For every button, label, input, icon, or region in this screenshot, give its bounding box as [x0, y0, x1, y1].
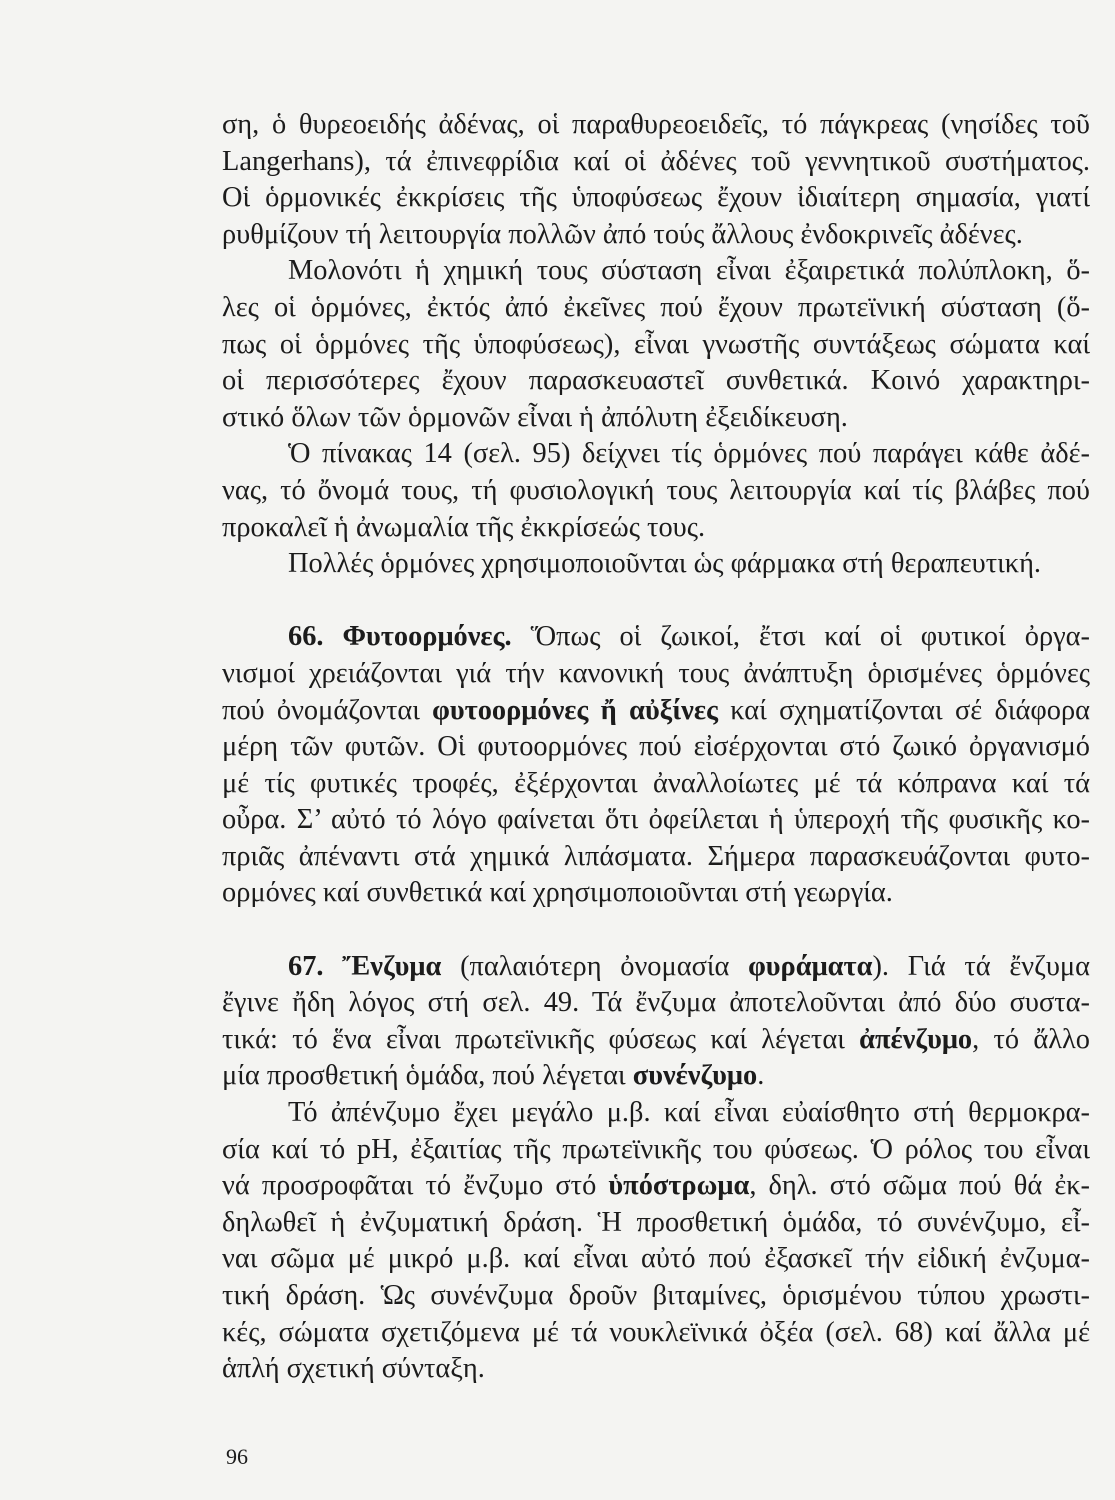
text-run: πριᾶς ἀπέναντι στά χημικά λιπάσματα. Σήμερα παρασκευάζονται φυτο-	[222, 840, 1090, 872]
text-line	[222, 1351, 1090, 1388]
text-run: στικό ὅλων τῶν ὁρμονῶν εἶναι ἡ ἀπόλυτη ἐξειδίκευση.	[222, 401, 848, 433]
text-run: (παλαιότερη ὀνομασία	[441, 950, 749, 982]
text-run: νας, τό ὄνομά τους, τή φυσιολογική τους λειτουργία καί τίς βλάβες πού	[222, 474, 1090, 506]
bold-term: φυτοορμόνες ἤ αὐξίνες	[432, 694, 718, 726]
text-run: σία καί τό pH, ἐξαιτίας τῆς πρωτεϊνικῆς του φύσεως. Ὁ ρόλος του εἶναι	[222, 1133, 1090, 1165]
text-run: δηλωθεῖ ἡ ἐνζυματική δράση. Ἡ προσθετική ὁμάδα, τό συνένζυμο, εἶ-	[222, 1206, 1090, 1238]
text-line	[222, 400, 1090, 437]
bold-term: ἀπένζυμο	[859, 1023, 973, 1055]
paragraph	[222, 1095, 1090, 1388]
text-line	[222, 1132, 1090, 1169]
text-line	[222, 144, 1090, 181]
text-run: Ὅπως οἱ ζωικοί, ἔτσι καί οἱ φυτικοί ὀργα-	[511, 621, 1090, 653]
text-run: νισμοί χρειάζονται γιά τήν κανονική τους ἀνάπτυξη ὁρισμένες ὁρμόνες	[222, 657, 1090, 689]
text-run: προκαλεῖ ἡ ἀνωμαλία τῆς ἐκκρίσεώς τους.	[222, 511, 706, 543]
text-line	[222, 107, 1090, 144]
text-run: ). Γιά τά ἔνζυμα	[872, 950, 1090, 982]
text-line	[222, 180, 1090, 217]
text-line	[222, 1058, 1090, 1095]
section-gap	[222, 583, 1090, 620]
text-run: ἁπλή σχετική σύνταξη.	[222, 1353, 485, 1385]
text-run: οὖρα. Σ’ αὐτό τό λόγο φαίνεται ὅτι ὀφείλεται ἡ ὑπεροχή τῆς φυσικῆς κο-	[222, 804, 1090, 836]
bold-term: φυράματα	[748, 950, 873, 982]
bold-term: ὑπόστρωμα	[608, 1170, 750, 1202]
text-line	[222, 1022, 1090, 1059]
text-run: λες οἱ ὁρμόνες, ἐκτός ἀπό ἐκεῖνες πού ἔχουν πρωτεϊνική σύσταση (ὅ-	[222, 291, 1090, 323]
text-line	[222, 839, 1090, 876]
text-run: Μολονότι ἡ χημική τους σύσταση εἶναι ἐξαιρετικά πολύπλοκη, ὅ-	[288, 255, 1090, 287]
text-line	[222, 290, 1090, 327]
text-run: μέρη τῶν φυτῶν. Οἱ φυτοορμόνες πού εἰσέρχονται στό ζωικό ὀργανισμό	[222, 731, 1090, 763]
text-run: , τό ἄλλο	[972, 1023, 1090, 1055]
text-run: Πολλές ὁρμόνες χρησιμοποιοῦνται ὡς φάρμακα στή θεραπευτική.	[288, 548, 1042, 580]
paragraph	[222, 619, 1090, 912]
text-run: οἱ περισσότερες ἔχουν παρασκευαστεῖ συνθετικά. Κοινό χαρακτηρι-	[222, 365, 1090, 397]
text-line	[222, 1095, 1090, 1132]
page-number: 96	[226, 1444, 248, 1469]
paragraph	[222, 107, 1090, 253]
text-run: ἔγινε ἤδη λόγος στή σελ. 49. Τά ἔνζυμα ἀποτελοῦνται ἀπό δύο συστα-	[222, 987, 1090, 1019]
bold-term: 66. Φυτοορμόνες.	[288, 621, 512, 653]
text-run: Langerhans), τά ἐπινεφρίδια καί οἱ ἀδένες τοῦ γεννητικοῦ συστήματος.	[222, 145, 1090, 177]
text-line	[222, 656, 1090, 693]
text-run: , δηλ. στό σῶμα πού θά ἐκ-	[749, 1170, 1091, 1202]
text-line	[222, 949, 1090, 986]
text-run: Οἱ ὁρμονικές ἐκκρίσεις τῆς ὑποφύσεως ἔχουν ἰδιαίτερη σημασία, γιατί	[222, 182, 1090, 214]
text-line	[222, 253, 1090, 290]
text-line	[222, 436, 1090, 473]
paragraph	[222, 436, 1090, 546]
text-line	[222, 875, 1090, 912]
text-line	[222, 766, 1090, 803]
text-line	[222, 1278, 1090, 1315]
text-line	[222, 1205, 1090, 1242]
text-run: μέ τίς φυτικές τροφές, ἐξέρχονται ἀναλλοίωτες μέ τά κόπρανα καί τά	[222, 767, 1090, 799]
text-line	[222, 802, 1090, 839]
paragraph	[222, 546, 1090, 583]
text-run: Τό ἀπένζυμο ἔχει μεγάλο μ.β. καί εἶναι εὐαίσθητο στή θερμοκρα-	[288, 1097, 1090, 1129]
text-line	[222, 363, 1090, 400]
text-run: κές, σώματα σχετιζόμενα μέ τά νουκλεϊνικά ὀξέα (σελ. 68) καί ἄλλα μέ	[222, 1316, 1090, 1348]
text-line	[222, 1168, 1090, 1205]
text-run: μία προσθετική ὁμάδα, πού λέγεται	[222, 1060, 633, 1092]
paragraph	[222, 253, 1090, 436]
text-line	[222, 217, 1090, 254]
text-run: ρυθμίζουν τή λειτουργία πολλῶν ἀπό τούς ἄλλους ἐνδοκρινεῖς ἀδένες.	[222, 218, 1023, 250]
text-line	[222, 546, 1090, 583]
text-line	[222, 473, 1090, 510]
text-line	[222, 693, 1090, 730]
text-line	[222, 985, 1090, 1022]
text-line	[222, 729, 1090, 766]
text-run: ορμόνες καί συνθετικά καί χρησιμοποιοῦνται στή γεωργία.	[222, 877, 893, 909]
text-line	[222, 619, 1090, 656]
text-run: τική δράση. Ὡς συνένζυμα δροῦν βιταμίνες, ὁρισμένου τύπου χρωστι-	[222, 1280, 1090, 1311]
paragraph	[222, 949, 1090, 1095]
page-body-text	[222, 107, 1090, 1388]
text-run: νά προσροφᾶται τό ἔνζυμο στό	[222, 1170, 609, 1202]
text-line	[222, 327, 1090, 364]
text-line	[222, 1315, 1090, 1352]
bold-term: 67. Ἔνζυμα	[288, 950, 442, 982]
text-run: .	[757, 1060, 765, 1092]
text-run: τικά: τό ἕνα εἶναι πρωτεϊνικῆς φύσεως καί λέγεται	[222, 1023, 860, 1055]
text-line	[222, 510, 1090, 547]
section-gap	[222, 912, 1090, 949]
text-run: Ὁ πίνακας 14 (σελ. 95) δείχνει τίς ὁρμόνες πού παράγει κάθε ἀδέ-	[288, 438, 1090, 470]
text-line	[222, 1241, 1090, 1278]
text-run: πως οἱ ὁρμόνες τῆς ὑποφύσεως), εἶναι γνωστῆς συντάξεως σώματα καί	[222, 328, 1090, 360]
bold-term: συνένζυμο	[632, 1060, 758, 1092]
text-run: πού ὀνομάζονται	[222, 694, 433, 726]
text-run: ση, ὁ θυρεοειδής ἀδένας, οἱ παραθυρεοειδεῖς, τό πάγκρεας (νησίδες τοῦ	[222, 109, 1090, 140]
text-run: ναι σῶμα μέ μικρό μ.β. καί εἶναι αὐτό πού ἐξασκεῖ τήν εἰδική ἐνζυμα-	[222, 1243, 1090, 1275]
text-run: καί σχηματίζονται σέ διάφορα	[717, 694, 1090, 726]
